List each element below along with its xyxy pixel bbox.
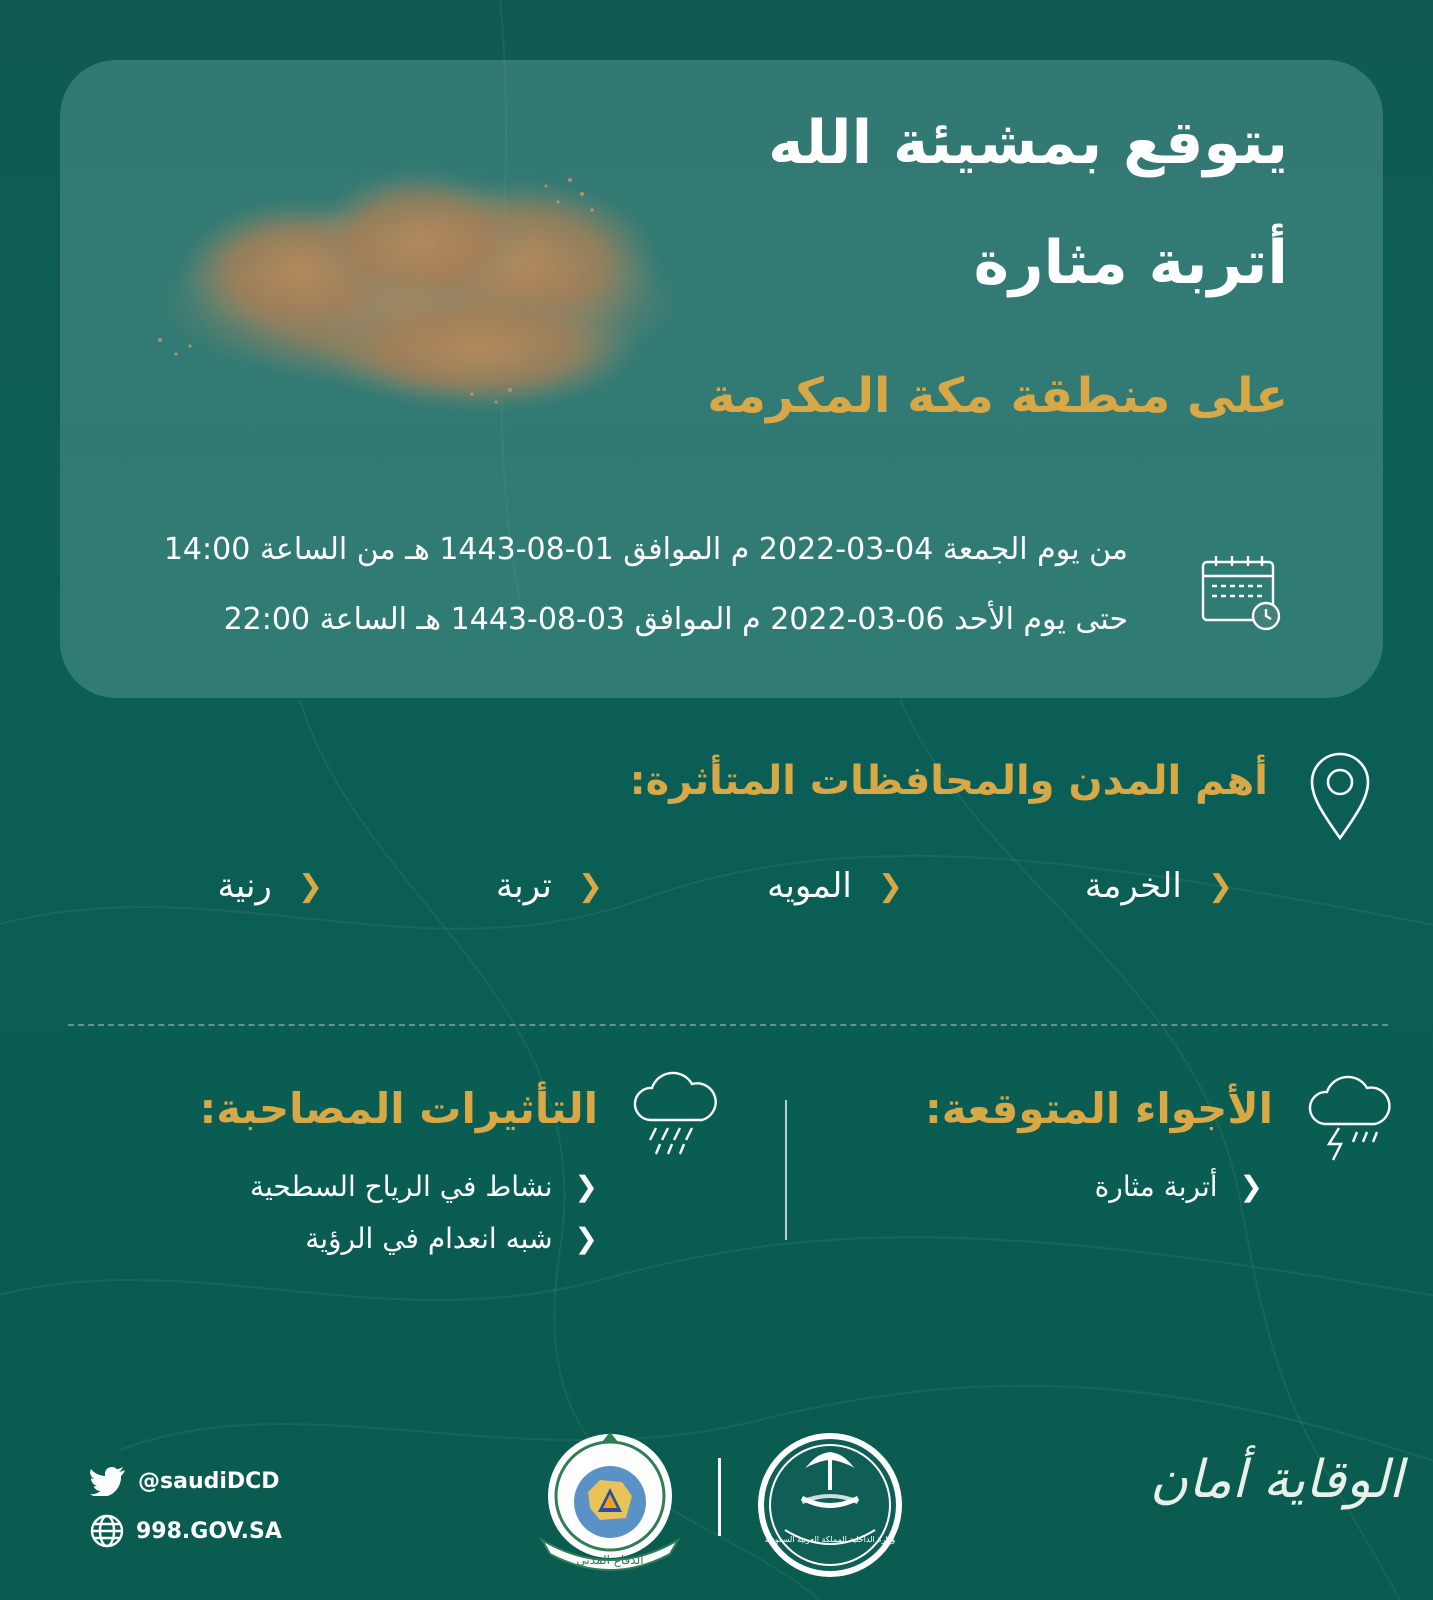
chevron-left-icon: ❮ <box>1207 868 1233 904</box>
date-to: حتى يوم الأحد 06-03-2022 م الموافق 03-08-1443 هـ الساعة 22:00 <box>223 602 1128 637</box>
slogan-logo: الوقاية أمان <box>1150 1450 1404 1510</box>
city-label: الخرمة <box>1084 866 1182 906</box>
dust-cloud-icon <box>100 150 740 450</box>
website-link[interactable] <box>90 1514 282 1548</box>
expected-weather-label: أتربة مثارة <box>1094 1170 1218 1203</box>
city-label: رنية <box>217 866 272 906</box>
city-item <box>1085 866 1233 906</box>
effects-item <box>250 1170 598 1203</box>
title-line-2: أتربة مثارة <box>973 228 1288 298</box>
region-label: على منطقة مكة المكرمة <box>707 368 1288 424</box>
chevron-left-icon: ❮ <box>1239 1170 1263 1203</box>
effects-title: التأثيرات المصاحبة: <box>199 1084 598 1133</box>
expected-weather-title: الأجواء المتوقعة: <box>924 1084 1273 1133</box>
effects-label: شبه انعدام في الرؤية <box>305 1222 553 1255</box>
cities-title: أهم المدن والمحافظات المتأثرة: <box>629 758 1268 804</box>
city-label: تربة <box>495 866 552 906</box>
city-item <box>217 866 323 906</box>
effects-item <box>305 1222 598 1255</box>
expected-weather-item <box>1095 1170 1263 1203</box>
title-line-1: يتوقع بمشيئة الله <box>768 108 1288 178</box>
chevron-left-icon: ❮ <box>877 868 903 904</box>
ministry-logo <box>755 1430 905 1580</box>
chevron-left-icon: ❮ <box>297 868 323 904</box>
chevron-left-icon: ❮ <box>577 868 603 904</box>
civil-defense-logo-text: الدفاع المدني <box>576 1553 644 1567</box>
rain-cloud-icon <box>630 1068 720 1160</box>
location-pin-icon <box>1308 752 1372 842</box>
city-item <box>496 866 603 906</box>
vertical-divider <box>785 1100 787 1240</box>
civil-defense-logo <box>530 1430 690 1580</box>
twitter-icon <box>90 1466 126 1496</box>
logo-separator <box>718 1458 721 1536</box>
website-label: 998.GOV.SA <box>136 1518 282 1544</box>
twitter-label: @saudiDCD <box>138 1468 280 1494</box>
city-item <box>767 866 903 906</box>
chevron-left-icon: ❮ <box>574 1170 598 1203</box>
effects-label: نشاط في الرياح السطحية <box>249 1170 553 1203</box>
date-from: من يوم الجمعة 04-03-2022 م الموافق 01-08-1443 هـ من الساعة 14:00 <box>163 532 1128 567</box>
city-label: المويه <box>767 866 852 906</box>
ministry-logo-text: وزارة الداخلية المملكة العربية السعودية <box>764 1535 896 1544</box>
calendar-clock-icon <box>1200 552 1286 634</box>
storm-cloud-icon <box>1305 1070 1393 1162</box>
twitter-handle[interactable] <box>90 1466 280 1496</box>
globe-icon <box>90 1514 124 1548</box>
dashed-divider <box>68 1024 1388 1026</box>
chevron-left-icon: ❮ <box>574 1222 598 1255</box>
